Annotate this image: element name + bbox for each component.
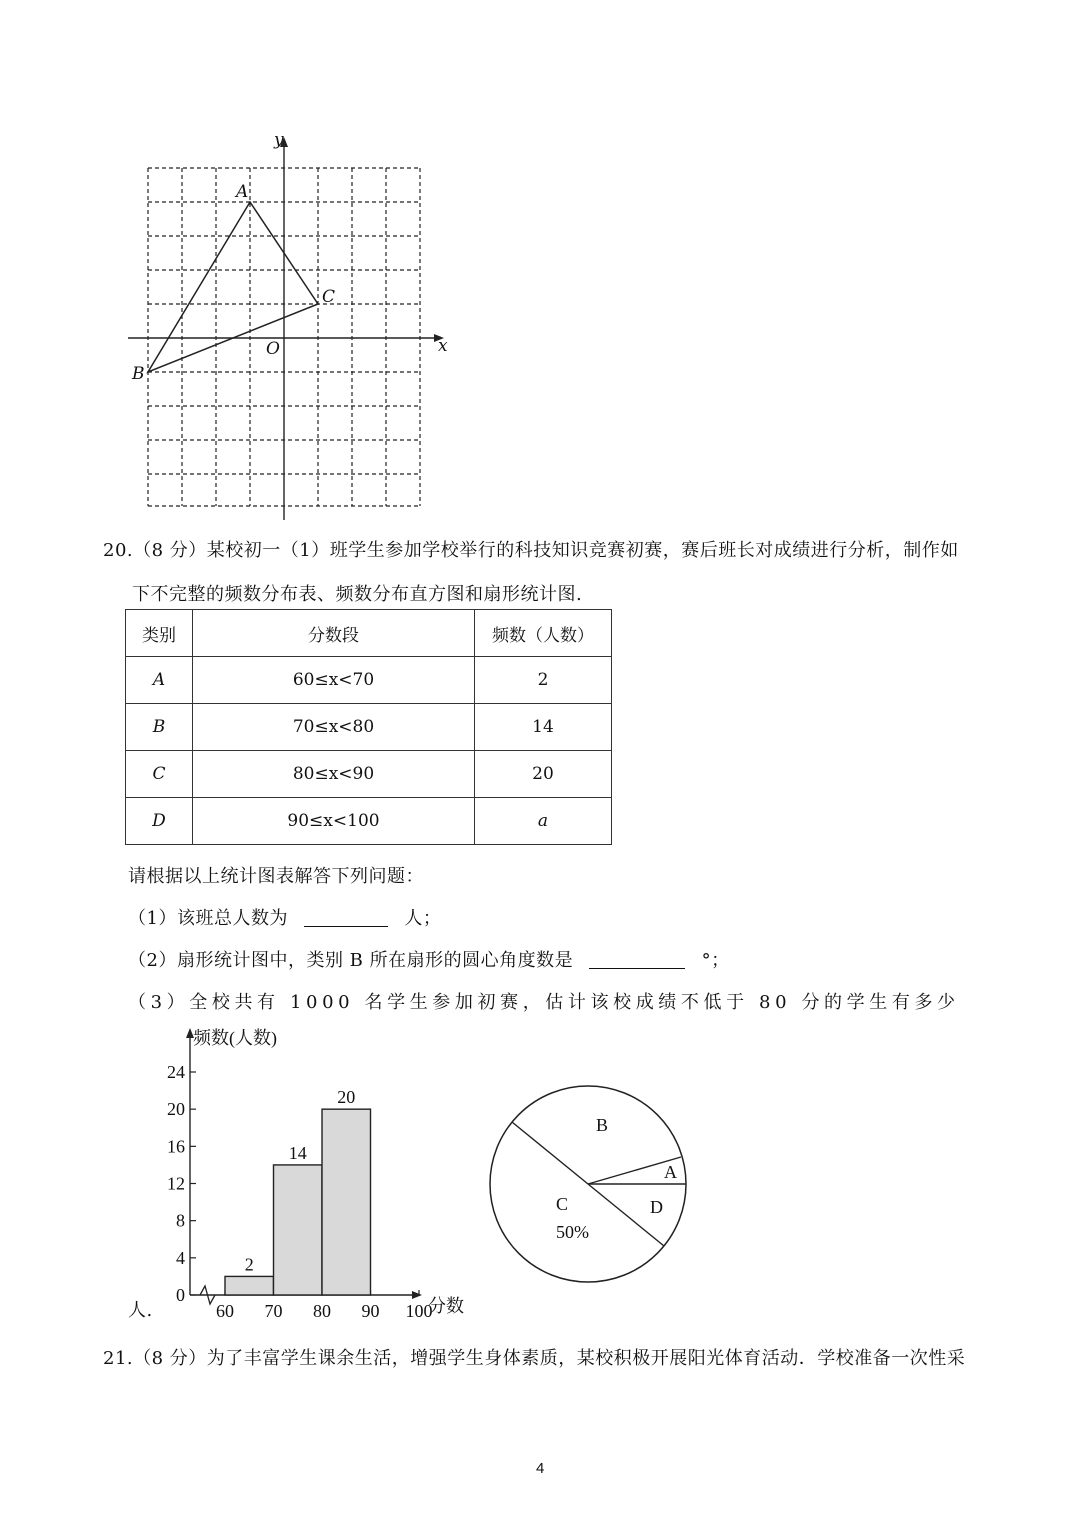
table-cell: 20 (475, 751, 612, 798)
hist-y-tick-label: 8 (176, 1210, 185, 1231)
hist-x-arrow (412, 1291, 422, 1299)
q20-line1: 20.（8 分）某校初一（1）班学生参加学校举行的科技知识竞赛初赛，赛后班长对成绩进行分析，制作如 (103, 540, 959, 561)
hist-x-tick-label: 70 (264, 1301, 283, 1321)
table-cell: 70≤x<80 (193, 704, 475, 751)
hist-x-tick-label: 60 (216, 1301, 234, 1321)
pie-chart (480, 1078, 700, 1298)
histogram-bar (322, 1109, 371, 1295)
histogram-bar-label: 20 (337, 1087, 356, 1108)
frequency-table (125, 609, 612, 845)
y-axis-label: y (274, 130, 284, 150)
pie-label-d: D (650, 1197, 663, 1217)
table-row (126, 751, 612, 798)
hist-x-tick-label: 90 (361, 1301, 380, 1321)
hist-y-tick-label: 20 (167, 1099, 185, 1120)
sub1-suffix: 人； (404, 908, 442, 929)
page-number: 4 (536, 1460, 545, 1477)
hist-x-title: 分数 (428, 1296, 464, 1316)
table-cell: D (126, 798, 193, 845)
table-header-row (126, 610, 612, 657)
hist-y-title: 频数(人数) (193, 1028, 277, 1048)
point-c-label: C (322, 287, 336, 307)
table-header: 类别 (126, 610, 193, 657)
hist-y-tick-label: 24 (167, 1062, 185, 1082)
answer-blank-1[interactable] (304, 908, 388, 927)
x-axis-label: x (438, 336, 448, 356)
table-row (126, 704, 612, 751)
sub2-suffix: °； (701, 950, 730, 971)
hist-x-tick-label: 100 (405, 1301, 433, 1321)
hist-y-tick-label: 16 (167, 1136, 185, 1157)
pie-percent-c: 50% (556, 1222, 589, 1242)
q20-sub1 (128, 904, 441, 930)
q20-line2: 下不完整的频数分布表、频数分布直方图和扇形统计图. (132, 584, 583, 605)
sub2-text: （2）扇形统计图中，类别 B 所在扇形的圆心角度数是 (128, 950, 574, 971)
q20-prompt: 请根据以上统计图表解答下列问题： (128, 866, 424, 887)
pie-label-b: B (596, 1115, 609, 1135)
table-cell: 60≤x<70 (193, 657, 475, 704)
histogram-bar (225, 1276, 274, 1295)
table-cell: 2 (475, 657, 612, 704)
table-cell: 90≤x<100 (193, 798, 475, 845)
table-cell: B (126, 704, 193, 751)
table-cell: 80≤x<90 (193, 751, 475, 798)
table-row (126, 657, 612, 704)
point-b-label: B (132, 364, 145, 384)
table-row (126, 798, 612, 845)
table-cell: 14 (475, 704, 612, 751)
pie-label-a: A (664, 1162, 677, 1182)
frequency-histogram (160, 1022, 490, 1322)
q20-sub2 (128, 946, 730, 972)
histogram-bar-label: 14 (288, 1142, 307, 1163)
histogram-bar (274, 1165, 323, 1295)
coordinate-grid-figure (120, 125, 460, 525)
pie-divider (512, 1122, 588, 1184)
triangle-abc (148, 202, 318, 372)
pie-label-c: C (556, 1194, 569, 1214)
table-header: 频数（人数） (475, 610, 612, 657)
q20-sub3-end: 人. (128, 1300, 153, 1321)
histogram-bar-label: 2 (244, 1254, 254, 1275)
table-cell: a (475, 798, 612, 845)
point-a-label: A (236, 182, 249, 202)
hist-y-tick-label: 4 (176, 1247, 185, 1268)
hist-y-tick-label: 12 (167, 1173, 185, 1194)
table-cell: A (126, 657, 193, 704)
hist-y-tick-label: 0 (176, 1285, 185, 1305)
q21-line1: 21.（8 分）为了丰富学生课余生活，增强学生身体素质，某校积极开展阳光体育活动．学校准备一次性采 (103, 1348, 966, 1369)
answer-blank-2[interactable] (589, 950, 685, 969)
origin-label: O (266, 339, 280, 359)
hist-x-tick-label: 80 (313, 1301, 331, 1321)
sub1-text: （1）该班总人数为 (128, 908, 288, 929)
q20-sub3: （3）全校共有 1000 名学生参加初赛，估计该校成绩不低于 80 分的学生有多少 (128, 992, 960, 1013)
table-header: 分数段 (193, 610, 475, 657)
table-cell: C (126, 751, 193, 798)
